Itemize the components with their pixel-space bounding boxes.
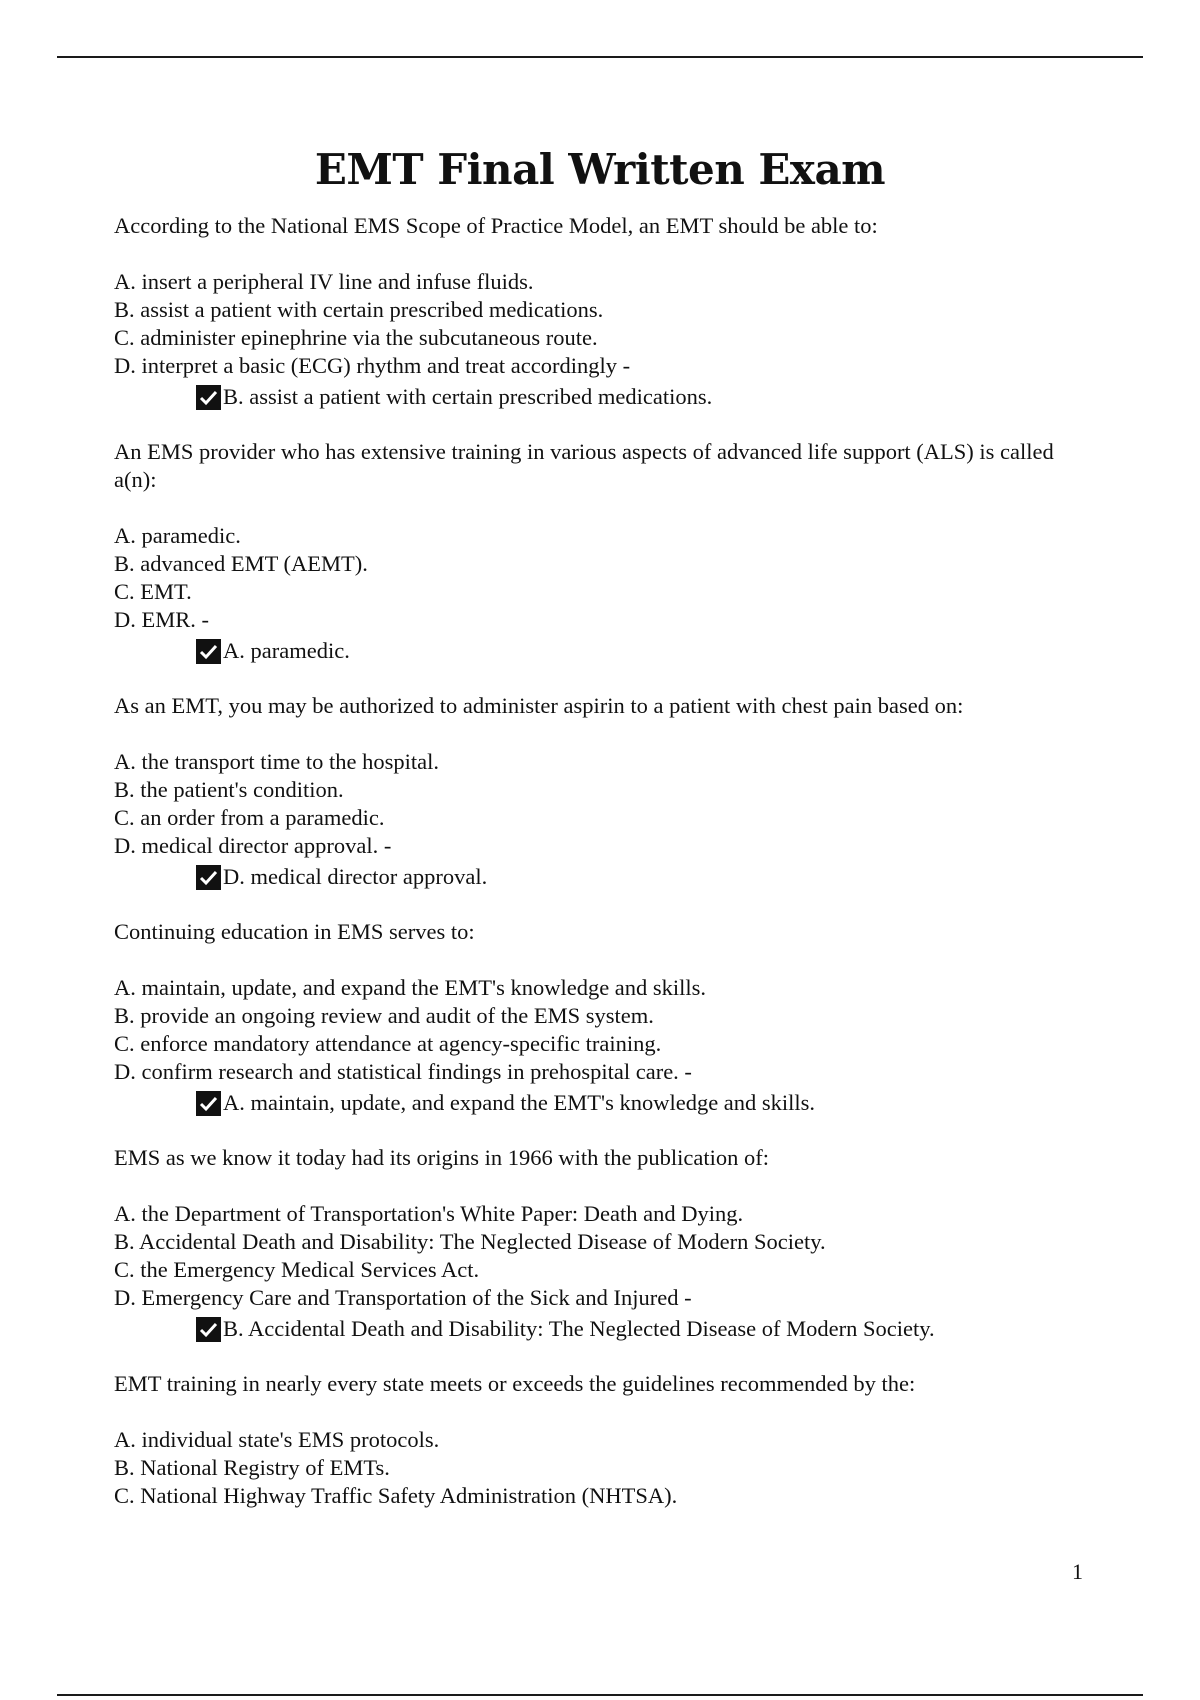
question-block-2: [114, 438, 1064, 666]
option-a: A. insert a peripheral IV line and infuse fluids.: [114, 269, 534, 294]
option-list: [114, 1200, 1064, 1312]
question-block-6: [114, 1370, 1064, 1510]
question-text: Continuing education in EMS serves to:: [114, 919, 475, 944]
option-c: C. EMT.: [114, 579, 192, 604]
option-a: A. individual state's EMS protocols.: [114, 1427, 440, 1452]
option-d: D. EMR. -: [114, 607, 209, 632]
page-title: EMT Final Written Exam: [314, 145, 886, 195]
option-a: A. the Department of Transportation's White Paper: Death and Dying.: [114, 1201, 744, 1226]
option-b: B. Accidental Death and Disability: The Neglected Disease of Modern Society.: [114, 1229, 826, 1254]
question-block-1: [114, 212, 1064, 412]
option-list: [114, 268, 1064, 380]
question-block-4: [114, 918, 1064, 1118]
option-d: D. confirm research and statistical findings in prehospital care. -: [114, 1059, 692, 1084]
question-text: According to the National EMS Scope of Practice Model, an EMT should be able to:: [114, 213, 878, 238]
answer-line: [196, 1088, 1064, 1118]
option-list: [114, 1426, 1064, 1510]
answer-line: [196, 862, 1064, 892]
option-c: C. enforce mandatory attendance at agency-specific training.: [114, 1031, 662, 1056]
answer-line: [196, 636, 1064, 666]
question-block-5: [114, 1144, 1064, 1344]
checkmark-icon: [196, 385, 221, 410]
option-list: [114, 748, 1064, 860]
option-b: B. provide an ongoing review and audit of the EMS system.: [114, 1003, 654, 1028]
checkmark-icon: [196, 1317, 221, 1342]
answer-text: A. paramedic.: [223, 638, 350, 663]
bottom-rule: [57, 1694, 1143, 1696]
option-c: C. an order from a paramedic.: [114, 805, 385, 830]
option-d: D. interpret a basic (ECG) rhythm and treat accordingly -: [114, 353, 631, 378]
exam-content: [114, 212, 1064, 1536]
checkmark-icon: [196, 639, 221, 664]
option-list: [114, 522, 1064, 634]
option-c: C. National Highway Traffic Safety Administration (NHTSA).: [114, 1483, 678, 1508]
question-block-3: [114, 692, 1064, 892]
option-b: B. the patient's condition.: [114, 777, 344, 802]
option-a: A. maintain, update, and expand the EMT's knowledge and skills.: [114, 975, 707, 1000]
option-b: B. National Registry of EMTs.: [114, 1455, 390, 1480]
question-text: An EMS provider who has extensive training in various aspects of advanced life support (ALS) is called a(n):: [114, 439, 1054, 492]
option-a: A. paramedic.: [114, 523, 241, 548]
answer-text: A. maintain, update, and expand the EMT's knowledge and skills.: [223, 1090, 816, 1115]
answer-line: [196, 1314, 1064, 1344]
option-a: A. the transport time to the hospital.: [114, 749, 439, 774]
question-text: EMT training in nearly every state meets or exceeds the guidelines recommended by the:: [114, 1371, 916, 1396]
option-b: B. assist a patient with certain prescribed medications.: [114, 297, 604, 322]
option-c: C. administer epinephrine via the subcutaneous route.: [114, 325, 598, 350]
option-b: B. advanced EMT (AEMT).: [114, 551, 368, 576]
option-c: C. the Emergency Medical Services Act.: [114, 1257, 480, 1282]
answer-text: D. medical director approval.: [223, 864, 488, 889]
page-number: 1: [1072, 1559, 1083, 1584]
option-d: D. medical director approval. -: [114, 833, 392, 858]
top-rule: [57, 56, 1143, 58]
question-text: EMS as we know it today had its origins in 1966 with the publication of:: [114, 1145, 769, 1170]
answer-text: B. Accidental Death and Disability: The Neglected Disease of Modern Society.: [223, 1316, 935, 1341]
checkmark-icon: [196, 865, 221, 890]
answer-line: [196, 382, 1064, 412]
question-text: As an EMT, you may be authorized to administer aspirin to a patient with chest pain based on:: [114, 693, 964, 718]
answer-text: B. assist a patient with certain prescribed medications.: [223, 384, 713, 409]
option-d: D. Emergency Care and Transportation of the Sick and Injured -: [114, 1285, 692, 1310]
option-list: [114, 974, 1064, 1086]
checkmark-icon: [196, 1091, 221, 1116]
